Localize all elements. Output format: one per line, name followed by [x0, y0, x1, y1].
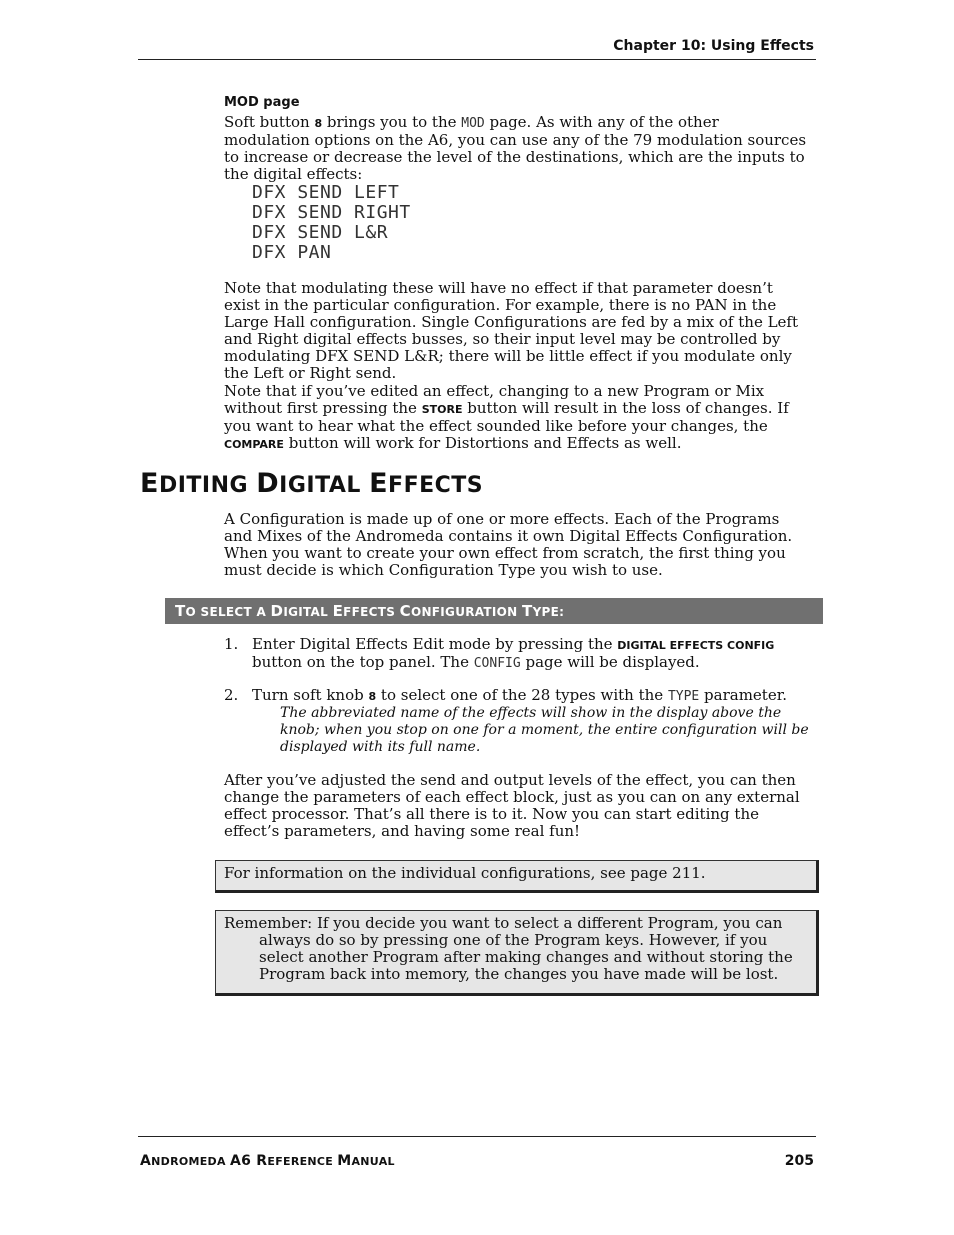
lcd-line: DFX SEND RIGHT — [252, 202, 411, 223]
remember-note-text: Remember: If you decide you want to select a different Program, you can always do so by pressing one of the Program keys. However, if you select another Program after making changes and without storing the Program back into memory, the changes you have made will be lost. — [224, 914, 793, 983]
step-text: Enter Digital Effects Edit mode by pressing the DIGITAL EFFECTS CONFIG button on the top panel. The CONFIG page will be displayed. — [252, 635, 775, 671]
lcd-page-name: CONFIG — [473, 656, 521, 671]
after-paragraph: After you’ve adjusted the send and output levels of the effect, you can then change the parameters of each effect block, just as you can on any external effect processor. That’s all there is to it. Now you can start editing the effect’s parameters, and having some real fun! — [224, 771, 800, 840]
step-text: Turn soft knob 8 to select one of the 28 types with the TYPE parameter. — [252, 686, 787, 704]
mod-page-heading: MOD page — [224, 95, 300, 110]
step-number: 2. — [224, 686, 239, 704]
lcd-line: DFX SEND L&R — [252, 222, 389, 243]
lcd-destination-list — [252, 183, 411, 263]
remember-note-box — [215, 910, 819, 996]
compare-button-label: COMPARE — [224, 438, 284, 451]
info-note-box — [215, 860, 819, 893]
manual-title: ANDROMEDA A6 REFERENCE MANUAL — [140, 1153, 395, 1169]
store-compare-paragraph: Note that if you’ve edited an effect, changing to a new Program or Mix without first pressing the STORE button will result in the loss of changes. If you want to hear what the effect sounded like before your changes, the COMPARE button will work for Distortions and Effects as well. — [224, 382, 789, 452]
page-number: 205 — [784, 1153, 814, 1169]
lcd-line: DFX SEND LEFT — [252, 182, 400, 203]
step-number: 1. — [224, 635, 239, 653]
lcd-parameter-name: TYPE — [667, 689, 700, 704]
footer-rule — [138, 1136, 816, 1137]
chapter-title: Chapter 10: Using Effects — [613, 38, 814, 54]
configuration-intro-paragraph: A Configuration is made up of one or more effects. Each of the Programs and Mixes of the Andromeda contains it own Digital Effects Configuration. When you want to create your own effect from scratch, the first thing you must decide is which Configuration Type you wish to use. — [224, 510, 793, 579]
procedure-heading-bar: TO SELECT A DIGITAL EFFECTS CONFIGURATION TYPE: — [165, 598, 823, 624]
lcd-page-name: MOD — [461, 116, 485, 131]
step-2-note: The abbreviated name of the effects will show in the display above the knob; when you stop on one for a moment, the entire configuration will be displayed with its full name. — [280, 705, 809, 755]
soft-button-label: 8 — [314, 117, 323, 130]
soft-knob-label: 8 — [368, 690, 377, 703]
section-heading: EDITING DIGITAL EFFECTS — [140, 468, 484, 499]
info-note-text: For information on the individual configurations, see page 211. — [224, 864, 706, 882]
lcd-line: DFX PAN — [252, 242, 332, 263]
modulation-note-paragraph: Note that modulating these will have no effect if that parameter doesn’t exist in the particular configuration. For example, there is no PAN in the Large Hall configuration. Single Configurations are fed by a mix of the Left and Right digital effects busses, so their input level may be controlled by modulating DFX SEND L&R; there will be little effect if you modulate only the Left or Right send. — [224, 279, 799, 382]
mod-paragraph: Soft button 8 brings you to the MOD page. As with any of the other modulation options on the A6, you can use any of the 79 modulation sources to increase or decrease the level of the destinations, which are the inputs to the digital effects: — [224, 113, 807, 183]
digital-effects-config-button-label: DIGITAL EFFECTS CONFIG — [617, 639, 775, 652]
store-button-label: STORE — [421, 403, 463, 416]
header-rule — [138, 59, 816, 60]
